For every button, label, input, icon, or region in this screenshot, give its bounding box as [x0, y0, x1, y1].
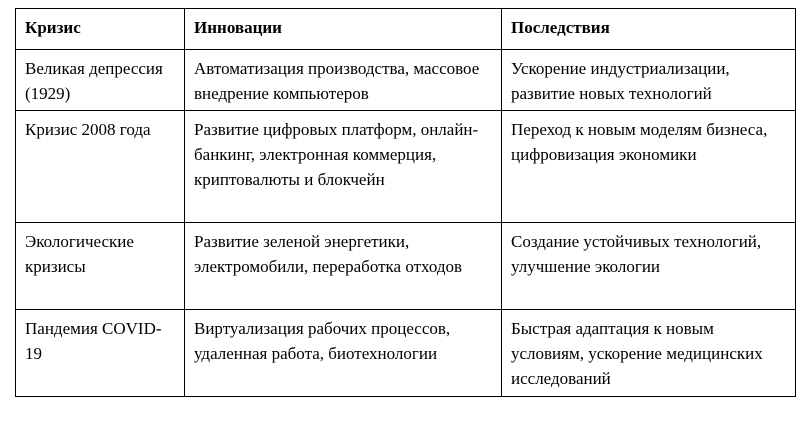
cell-crisis: Великая депрессия (1929) [16, 50, 185, 111]
table-row [16, 50, 796, 111]
header-crisis: Кризис [16, 9, 185, 50]
table-header-row [16, 9, 796, 50]
cell-consequences: Быстрая адаптация к новым условиям, ускорение медицинских исследований [502, 310, 796, 397]
header-consequences: Последствия [502, 9, 796, 50]
cell-innovations: Развитие цифровых платформ, онлайн-банкинг, электронная коммерция, криптовалюты и блокчейн [185, 111, 502, 223]
cell-crisis: Кризис 2008 года [16, 111, 185, 223]
header-innovations: Инновации [185, 9, 502, 50]
cell-consequences: Ускорение индустриализации, развитие новых технологий [502, 50, 796, 111]
cell-crisis: Экологические кризисы [16, 223, 185, 310]
cell-crisis: Пандемия COVID-19 [16, 310, 185, 397]
cell-innovations: Виртуализация рабочих процессов, удаленная работа, биотехнологии [185, 310, 502, 397]
cell-consequences: Переход к новым моделям бизнеса, цифровизация экономики [502, 111, 796, 223]
crisis-innovation-table [15, 8, 796, 397]
cell-innovations: Автоматизация производства, массовое внедрение компьютеров [185, 50, 502, 111]
cell-innovations: Развитие зеленой энергетики, электромобили, переработка отходов [185, 223, 502, 310]
table-row [16, 310, 796, 397]
cell-consequences: Создание устойчивых технологий, улучшение экологии [502, 223, 796, 310]
table-row [16, 223, 796, 310]
table-row [16, 111, 796, 223]
